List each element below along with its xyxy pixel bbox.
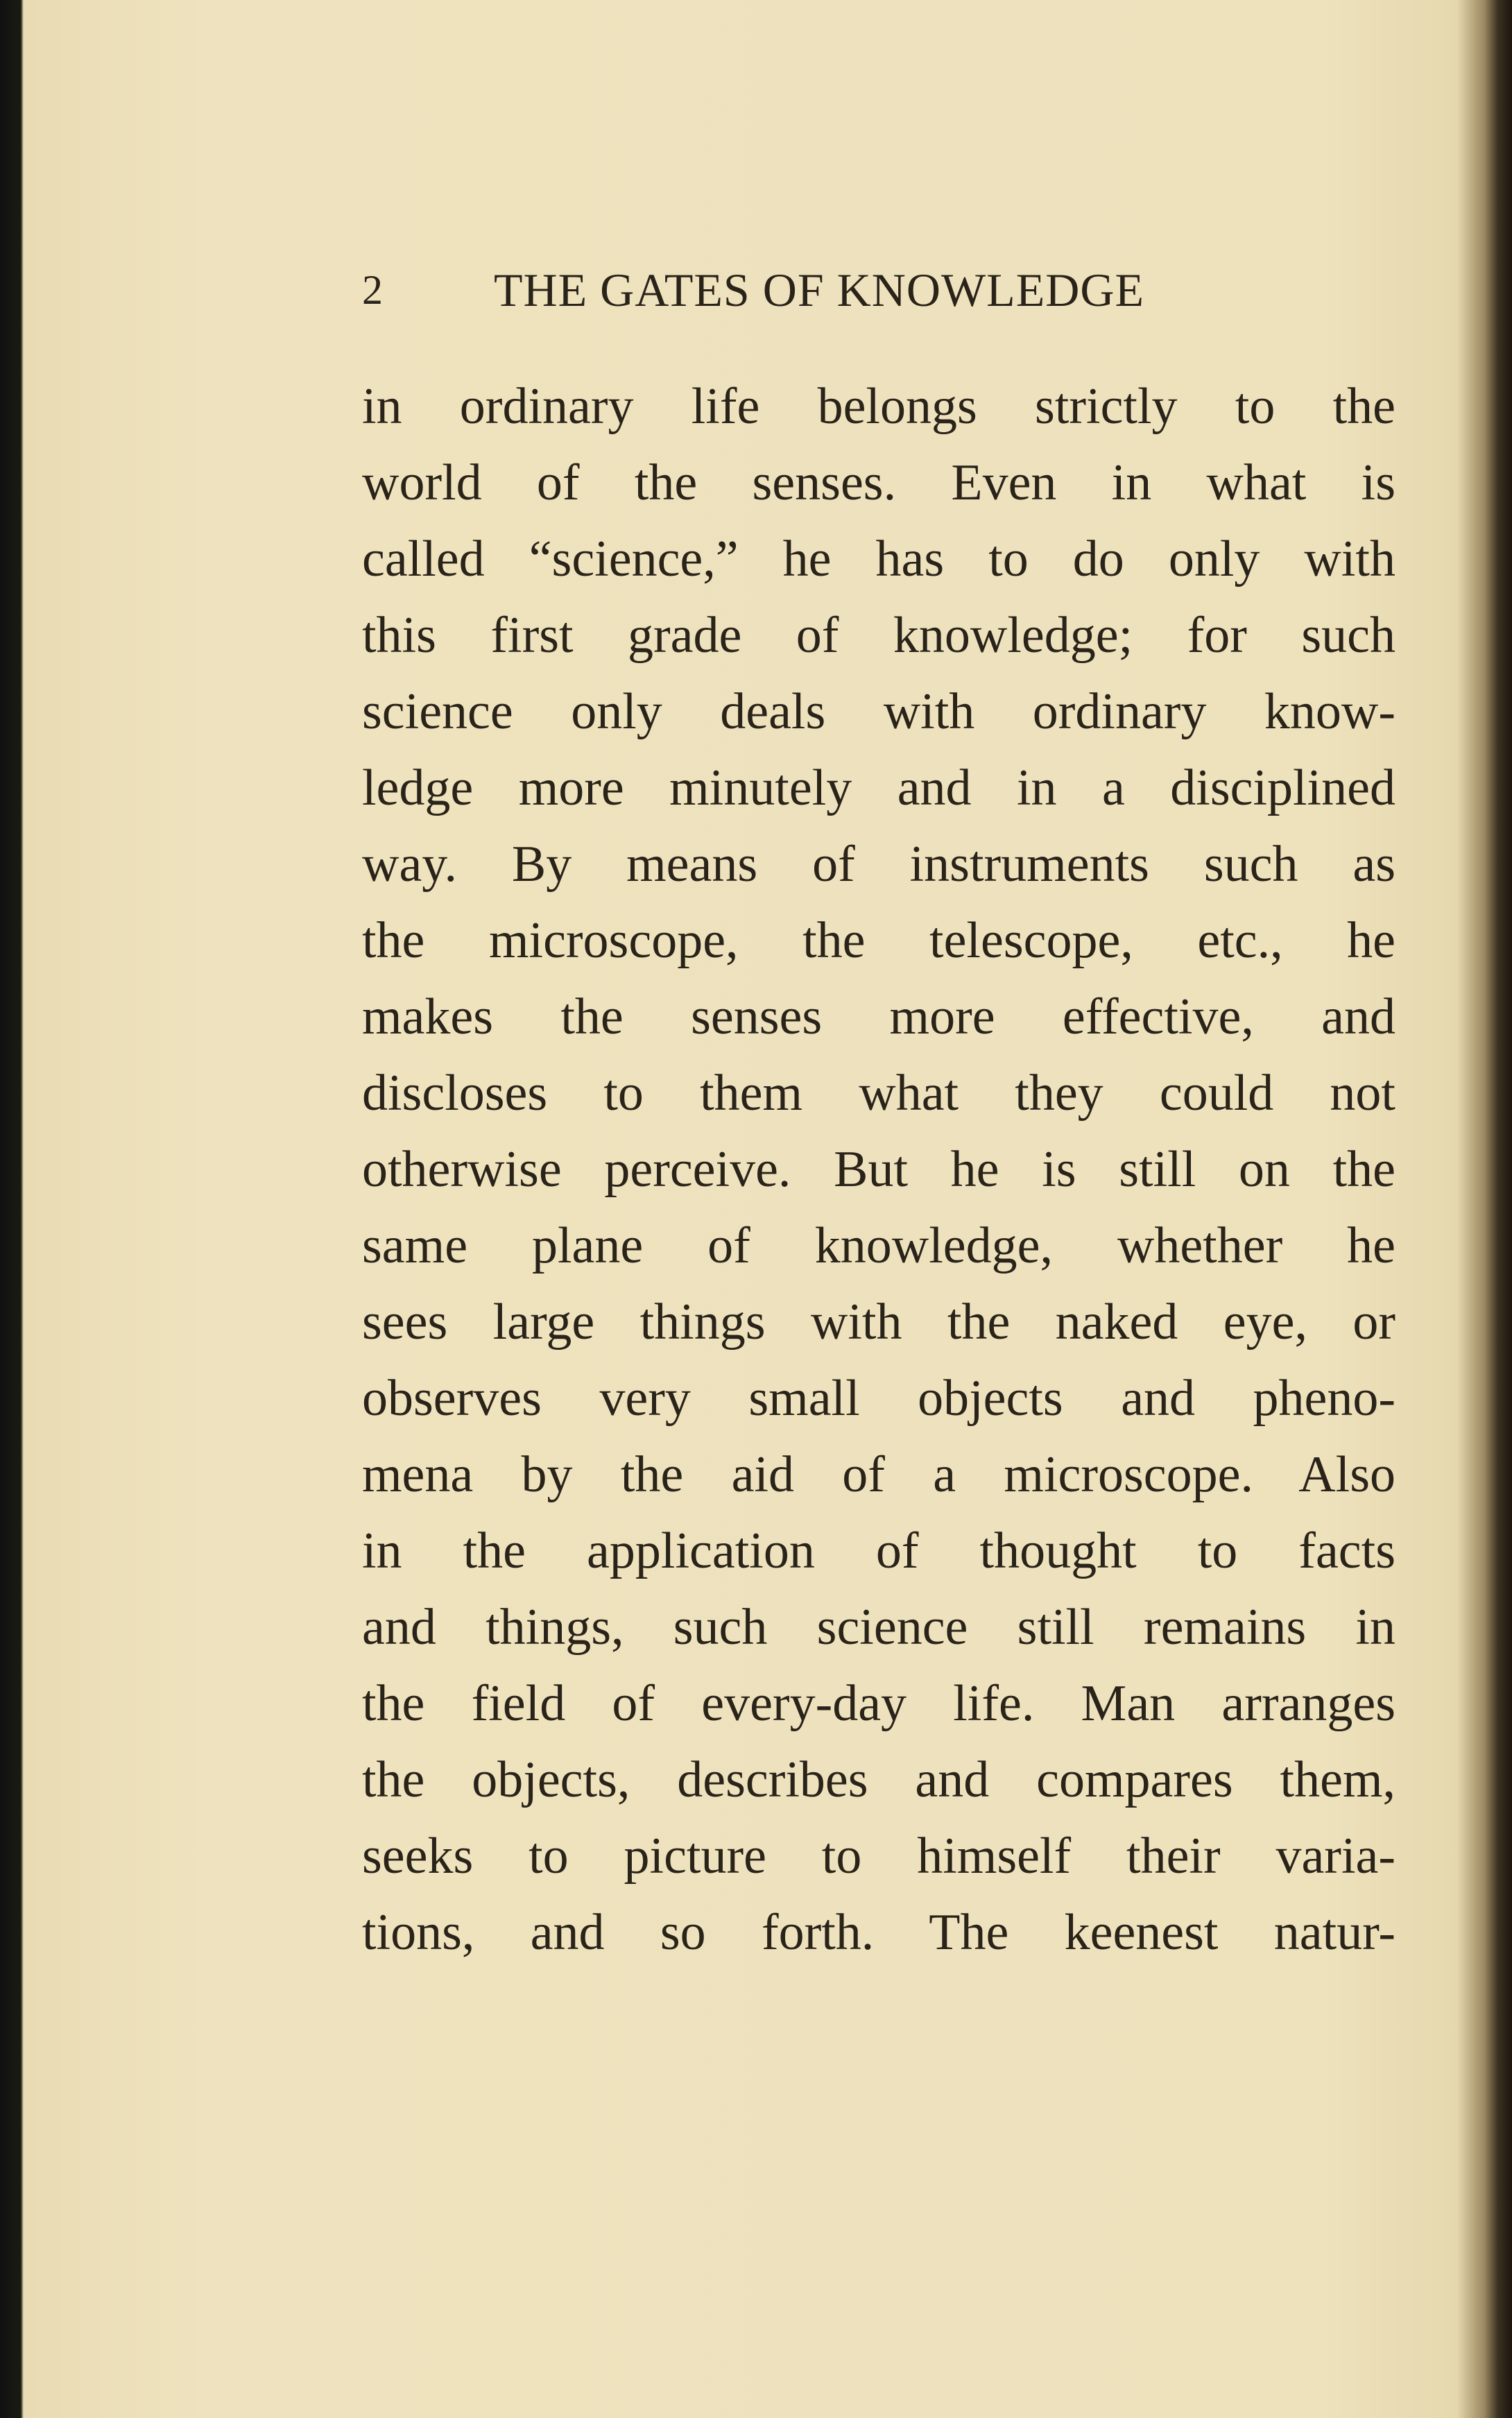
text-line: the objects, describes and compares them, [362, 1751, 1395, 1808]
text-line: ledge more minutely and in a disciplined [362, 760, 1395, 816]
text-line: world of the senses. Even in what is [362, 454, 1395, 511]
page-number: 2 [362, 267, 383, 313]
text-line: mena by the aid of a microscope. Also [362, 1446, 1395, 1503]
text-line: sees large things with the naked eye, or [362, 1294, 1395, 1351]
running-title: THE GATES OF KNOWLEDGE [494, 264, 1145, 316]
text-line: makes the senses more effective, and [362, 988, 1395, 1045]
text-line: observes very small objects and pheno- [362, 1370, 1395, 1427]
text-line: this first grade of knowledge; for such [362, 607, 1395, 664]
text-line: otherwise perceive. But he is still on the [362, 1141, 1395, 1198]
text-line: science only deals with ordinary know- [362, 683, 1395, 740]
text-line: way. By means of instruments such as [362, 836, 1395, 893]
text-line: seeks to picture to himself their varia- [362, 1828, 1395, 1885]
running-header [362, 262, 1264, 318]
text-line: in ordinary life belongs strictly to the [362, 378, 1395, 435]
body-text [362, 368, 1395, 1971]
text-line: called “science,” he has to do only with [362, 531, 1395, 588]
text-line: same plane of knowledge, whether he [362, 1217, 1395, 1274]
text-line: the microscope, the telescope, etc., he [362, 912, 1395, 969]
text-line: the field of every-day life. Man arranges [362, 1675, 1395, 1732]
text-line: discloses to them what they could not [362, 1065, 1395, 1122]
text-line: and things, such science still remains in [362, 1599, 1395, 1656]
text-line: tions, and so forth. The keenest natur- [362, 1904, 1395, 1961]
text-line: in the application of thought to facts [362, 1523, 1395, 1579]
